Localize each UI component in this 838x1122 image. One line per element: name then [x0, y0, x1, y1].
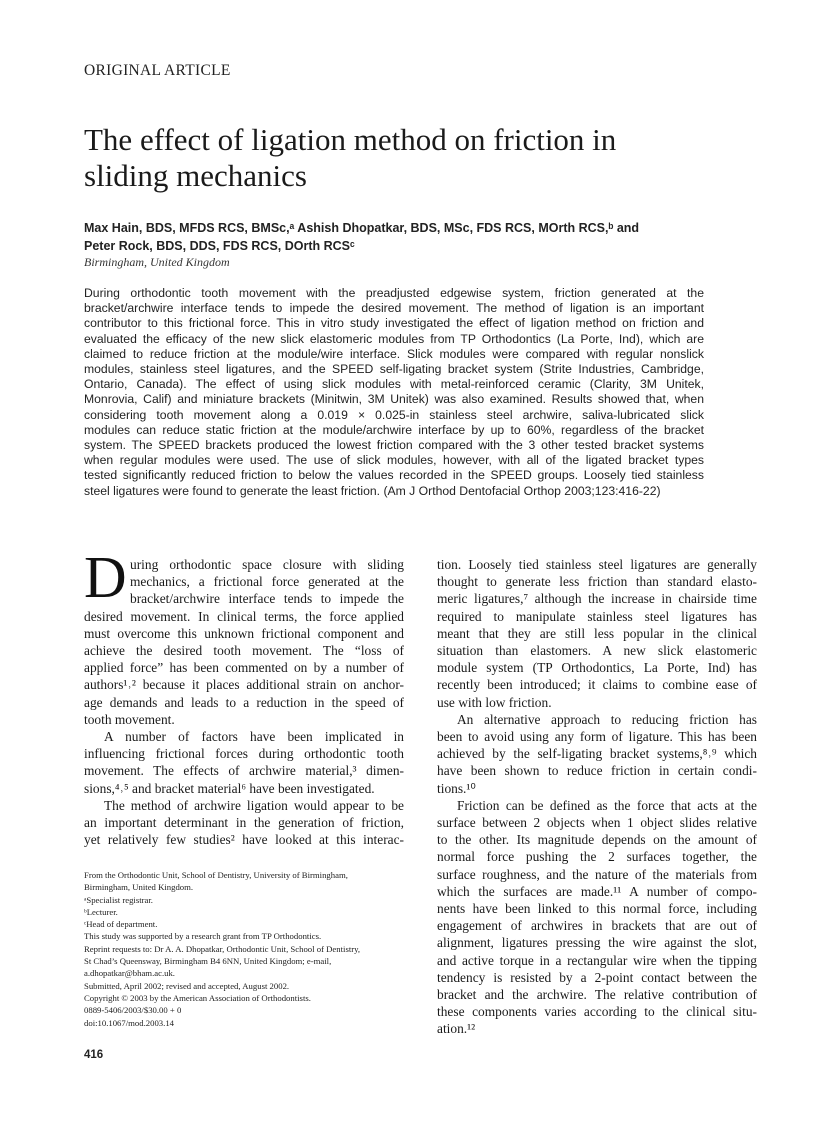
body-line: movement. The effects of archwire material,³ dimen- — [84, 763, 404, 779]
footnote-line: Submitted, April 2002; revised and accepted, August 2002. — [84, 980, 290, 991]
article-title — [84, 122, 744, 194]
footnote-line: a.dhopatkar@bham.ac.uk. — [84, 968, 175, 979]
footnote-line: This study was supported by a research grant from TP Orthodontics. — [84, 931, 322, 942]
body-line: A number of factors have been implicated in — [104, 729, 404, 745]
body-line: meric ligatures,⁷ although the increase in chairside time — [437, 591, 757, 607]
abstract-line: contributor to this frictional force. This in vitro study investigated the effect of ligation method on friction and — [84, 316, 704, 331]
body-line: use with low friction. — [437, 694, 552, 710]
abstract-line: bracket/archwire interface tends to impede the desired movement. The method of ligation is an important — [84, 301, 704, 316]
footnote-line: 0889-5406/2003/$30.00 + 0 — [84, 1005, 182, 1016]
body-line: meant that they are still less popular in the clinical — [437, 625, 757, 641]
affiliation: Birmingham, United Kingdom — [84, 255, 230, 269]
body-line: age demands and leads to a reduction in the speed of — [84, 694, 404, 710]
body-line: mechanics, a frictional force generated at the — [130, 574, 404, 590]
footnote-line: Birmingham, United Kingdom. — [84, 882, 194, 893]
abstract-line: system. The SPEED brackets produced the lowest friction compared with the 3 other tested bracket systems — [84, 438, 704, 453]
body-line: tendency is resisted by a 2-point contact between the — [437, 969, 757, 985]
abstract-line: modules, stainless steel ligatures, and the SPEED self-ligating bracket system (Strite Industries, Cambridge, — [84, 362, 704, 377]
body-line: situation than elastomers. A new slick elastomeric — [437, 643, 757, 659]
abstract-line: evaluated the efficacy of the new slick elastomeric modules from TP Orthodontics (La Porte, Ind), which are — [84, 331, 704, 346]
body-line: influencing frictional forces during orthodontic tooth — [84, 746, 404, 762]
title-line: sliding mechanics — [84, 158, 307, 193]
body-line: bracket and the archwire. The relative contribution of — [437, 987, 757, 1003]
body-line: achieve the desired tooth movement. The “loss of — [84, 643, 404, 659]
abstract-line: considering tooth movement along a 0.019 × 0.025-in stainless steel archwire, saliva-lubricated slick — [84, 407, 704, 422]
body-line: surface between 2 objects when 1 object slides relative — [437, 815, 757, 831]
body-line: surface roughness, and the nature of the materials from — [437, 866, 757, 882]
footnote-line: doi:10.1067/mod.2003.14 — [84, 1017, 175, 1028]
body-line: which the surfaces are made.¹¹ A number of compo- — [437, 883, 757, 899]
abstract-line: modules can reduce static friction at the module/archwire interface by up to 60%, regardless of the bracket — [84, 422, 704, 437]
body-line: authors¹˒² because it places additional strain on anchor- — [84, 677, 404, 693]
body-line: required to manipulate stainless steel ligatures has — [437, 608, 757, 624]
footnote-line: St Chad’s Queensway, Birmingham B4 6NN, United Kingdom; e-mail, — [84, 956, 332, 967]
body-line: normal force pushing the 2 surfaces together, the — [437, 849, 757, 865]
body-line: must overcome this unknown frictional component and — [84, 625, 404, 641]
body-line: nents have been linked to this normal force, including — [437, 901, 757, 917]
body-line: ation.¹² — [437, 1021, 476, 1037]
footnote-line: Reprint requests to: Dr A. A. Dhopatkar, Orthodontic Unit, School of Dentistry, — [84, 943, 361, 954]
section-label: ORIGINAL ARTICLE — [84, 62, 231, 79]
body-line: sions,⁴˒⁵ and bracket material⁶ have been investigated. — [84, 780, 375, 796]
author-list — [84, 219, 724, 255]
body-line: recently been introduced; it claims to combine ease of — [437, 677, 757, 693]
body-line: uring orthodontic space closure with sliding — [130, 557, 404, 572]
abstract — [84, 286, 704, 499]
body-line: engagement of archwires in brackets that are out of — [437, 918, 757, 934]
body-line: Friction can be defined as the force that acts at the — [457, 797, 757, 813]
footnote-line: Copyright © 2003 by the American Association of Orthodontists. — [84, 992, 311, 1003]
author-line: Peter Rock, BDS, DDS, FDS RCS, DOrth RCSᶜ — [84, 239, 355, 253]
body-column-left — [84, 556, 404, 848]
body-line: tions.¹⁰ — [437, 780, 476, 796]
body-line: have been shown to reduce friction in certain condi- — [437, 763, 757, 779]
body-line: been to avoid using any form of ligature. This has been — [437, 729, 757, 745]
footnote-line: ᵃSpecialist registrar. — [84, 894, 153, 905]
body-line: An alternative approach to reducing friction has — [457, 711, 757, 727]
footnote-line: ᶜHead of department. — [84, 919, 158, 930]
body-line: bracket/archwire interface tends to impede the — [130, 591, 404, 607]
body-line: alignment, ligatures pressing the wire against the slot, — [437, 935, 757, 951]
body-line: achieved by the self-ligating bracket systems,⁸˒⁹ which — [437, 746, 757, 762]
abstract-line: During orthodontic tooth movement with the preadjusted edgewise system, friction generated at the — [84, 286, 704, 300]
footnote-line: From the Orthodontic Unit, School of Dentistry, University of Birmingham, — [84, 870, 348, 880]
author-line: Max Hain, BDS, MFDS RCS, BMSc,ᵃ Ashish Dhopatkar, BDS, MSc, FDS RCS, MOrth RCS,ᵇ and — [84, 221, 640, 235]
body-line: these components varies according to the clinical situ- — [437, 1004, 757, 1020]
body-column-right — [437, 556, 757, 1038]
body-line: tion. Loosely tied stainless steel ligatures are generally — [437, 557, 757, 572]
footnote-line: ᵇLecturer. — [84, 906, 118, 917]
abstract-line: claimed to reduce friction at the module/wire interface. Slick modules were compared with regular nonslick — [84, 346, 704, 361]
body-line: applied force” has been commented on by a number of — [84, 660, 404, 676]
body-line: tooth movement. — [84, 711, 175, 727]
page-number: 416 — [84, 1049, 104, 1061]
body-line: to the other. Its magnitude depends on the amount of — [437, 832, 757, 848]
abstract-line: when regular modules were used. The use of slick modules, however, with all of the ligated bracket types — [84, 453, 704, 468]
footnotes — [84, 869, 404, 1029]
body-line: and active torque in a rectangular wire when the tipping — [437, 952, 757, 968]
abstract-line: Monrovia, Calif) and miniature brackets (Minitwin, 3M Unitek) was also examined. Results showed that, when — [84, 392, 704, 407]
body-line: desired movement. In clinical terms, the force applied — [84, 608, 404, 624]
body-line: module system (TP Orthodontics, La Porte, Ind) has — [437, 660, 757, 676]
abstract-line: Ontario, Canada). The effect of using slick modules with metal-reinforced ceramic (Clarity, 3M Unitek, — [84, 377, 704, 392]
title-line: The effect of ligation method on friction in — [84, 122, 617, 157]
abstract-line: tested significantly reduced friction to below the values recorded in the SPEED groups. Loosely tied stainless — [84, 468, 704, 483]
drop-cap: D — [84, 544, 127, 610]
body-line: an important determinant in the generation of friction, — [84, 815, 404, 831]
body-line: thought to generate less friction than standard elasto- — [437, 574, 757, 590]
abstract-line: steel ligatures were found to generate the least friction. (Am J Orthod Dentofacial Orthop 2003;123:416-22) — [84, 483, 661, 498]
body-line: The method of archwire ligation would appear to be — [104, 797, 404, 813]
body-line: yet relatively few studies² have looked at this interac- — [84, 832, 404, 848]
